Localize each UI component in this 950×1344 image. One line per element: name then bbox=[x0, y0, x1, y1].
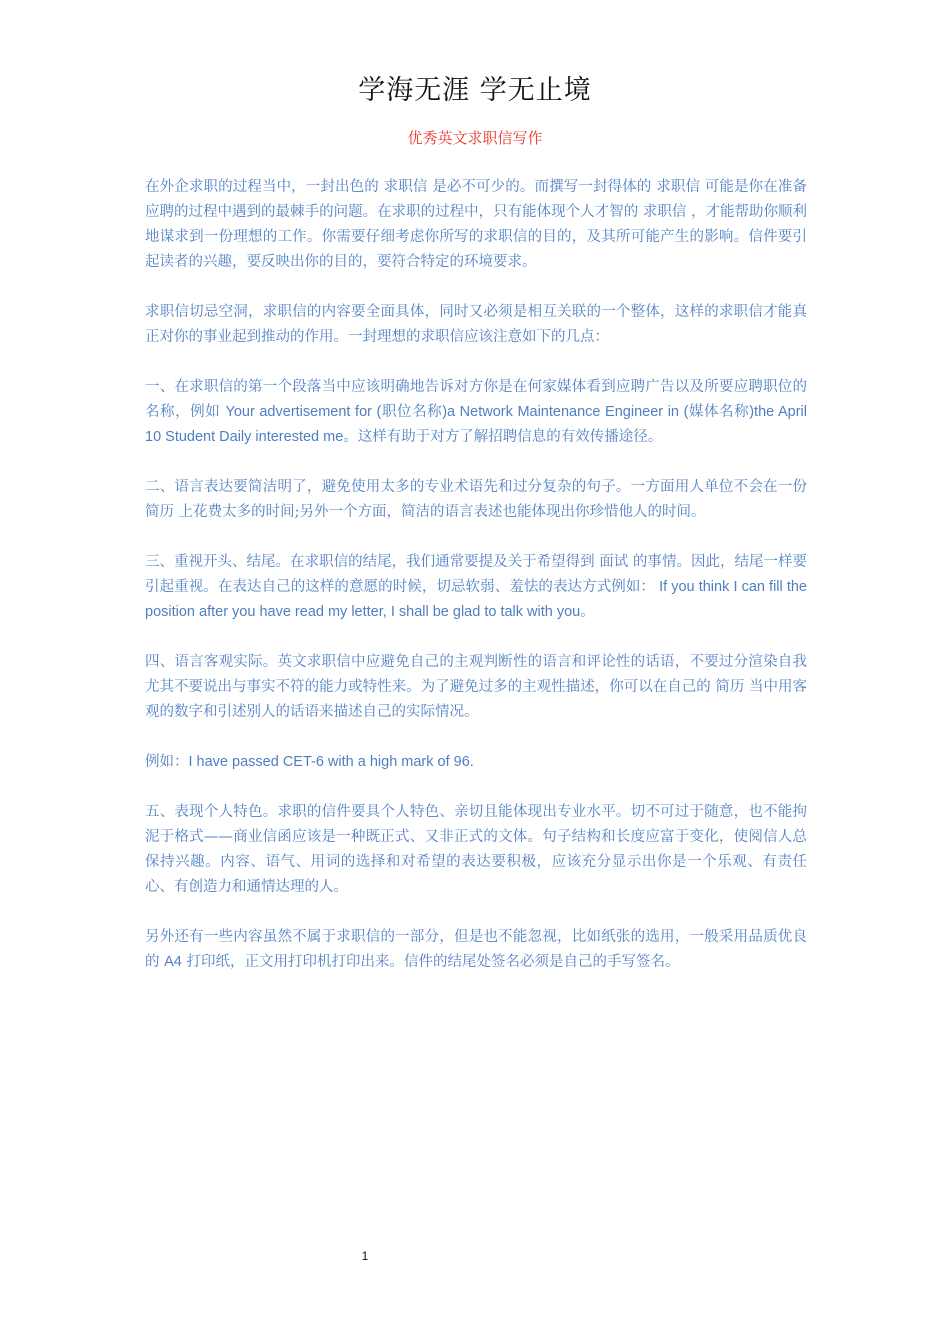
paragraph-point-two: 二、语言表达要简洁明了，避免使用太多的专业术语先和过分复杂的句子。一方面用人单位不会在一份 简历 上花费太多的时间;另外一个方面，简洁的语言表述也能体现出你珍惜他人的时间。 bbox=[145, 479, 807, 520]
point-one-text-end: 。这样有助于对方了解招聘信息的有效传播途径。 bbox=[343, 429, 663, 445]
example-label: 例如： bbox=[145, 754, 189, 770]
point-three-text-end: 。 bbox=[580, 604, 595, 620]
page-number: 1 bbox=[361, 1249, 369, 1263]
paragraph-intro: 在外企求职的过程当中，一封出色的 求职信 是必不可少的。而撰写一封得体的 求职信 可能是你在准备应聘的过程中遇到的最棘手的问题。在求职的过程中，只有能体现个人才智的 求职信 ，才能帮助你顺利地谋求到一份理想的工作。你需要仔细考虑你所写的求职信的目的，及其所可能产生的影响。信件要引起读者的兴趣，要反映出你的目的，要符合特定的环境要求。 bbox=[145, 179, 807, 270]
closing-paper-size: A4 bbox=[164, 954, 182, 970]
point-three-english-example: If you think I can fill the position after you have read my letter, I shall be glad to talk with you bbox=[145, 579, 808, 620]
point-one-text: 一、在求职信的第一个段落当中应该明确地告诉对方你是在何家媒体看到应聘广告以及所要应聘职位的名称，例如 bbox=[145, 379, 807, 420]
paragraph-point-four: 四、语言客观实际。英文求职信中应避免自己的主观判断性的语言和评论性的话语，不要过分渲染自我尤其不要说出与事实不符的能力或特性来。为了避免过多的主观性描述，你可以在自己的 简历 当中用客观的数字和引述别人的话语来描述自己的实际情况。 bbox=[145, 654, 807, 720]
paragraph-closing bbox=[145, 925, 807, 975]
closing-text: 另外还有一些内容虽然不属于求职信的一部分，但是也不能忽视，比如纸张的选用，一般采用品质优良的 bbox=[145, 929, 807, 970]
paragraph-example bbox=[145, 750, 807, 775]
point-three-text: 三、重视开头、结尾。在求职信的结尾，我们通常要提及关于希望得到 面试 的事情。因此，结尾一样要引起重视。在表达自己的这样的意愿的时候，切忌软弱、羞怯的表达方式例如： bbox=[145, 554, 807, 595]
example-english-sentence: I have passed CET-6 with a high mark of 96. bbox=[188, 754, 474, 770]
closing-text-end: 打印纸，正文用打印机打印出来。信件的结尾处签名必须是自己的手写签名。 bbox=[181, 954, 680, 970]
page-header-title: 学海无涯 学无止境 bbox=[358, 75, 592, 106]
paragraph-point-one bbox=[145, 375, 807, 450]
paragraph-point-five: 五、表现个人特色。求职的信件要具个人特色、亲切且能体现出专业水平。切不可过于随意，也不能拘泥于格式——商业信函应该是一种既正式、又非正式的文体。句子结构和长度应富于变化，使阅信人总保持兴趣。内容、语气、用词的选择和对希望的表达要积极，应该充分显示出你是一个乐观、有责任心、有创造力和通情达理的人。 bbox=[145, 804, 807, 895]
paragraph-overview: 求职信切忌空洞，求职信的内容要全面具体，同时又必须是相互关联的一个整体，这样的求职信才能真正对你的事业起到推动的作用。一封理想的求职信应该注意如下的几点： bbox=[145, 304, 807, 345]
document-body bbox=[145, 175, 807, 1000]
document-subtitle: 优秀英文求职信写作 bbox=[407, 129, 543, 147]
paragraph-point-three bbox=[145, 550, 807, 625]
point-one-english-example: Your advertisement for (职位名称)a Network Maintenance Engineer in (媒体名称)the April 10 Student Daily interested me bbox=[145, 404, 807, 445]
